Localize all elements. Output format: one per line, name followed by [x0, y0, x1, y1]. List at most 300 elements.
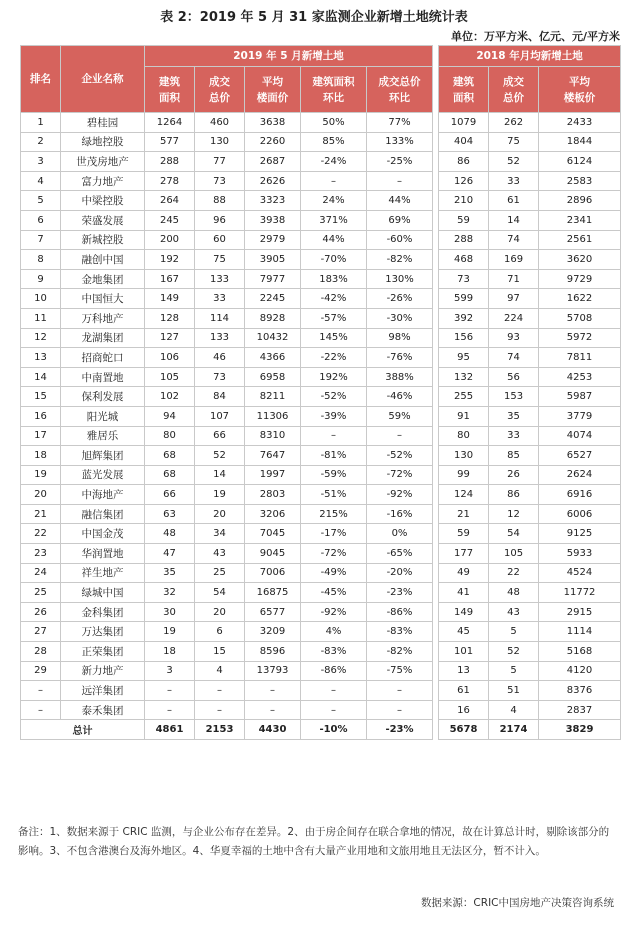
- cell-rank: 28: [21, 642, 61, 662]
- cell-price-total-2019: 33: [195, 289, 245, 309]
- cell-price-mom-2019: -20%: [367, 563, 433, 583]
- cell-area-2018: 1079: [439, 113, 489, 133]
- cell-rank: 20: [21, 485, 61, 505]
- cell-avg-price-2018: 6006: [539, 504, 621, 524]
- cell-avg-price-2018: 1844: [539, 132, 621, 152]
- cell-area-2018: 45: [439, 622, 489, 642]
- cell-avg-price-2018: 6916: [539, 485, 621, 505]
- cell-company: 金地集团: [61, 269, 145, 289]
- table-row: [21, 406, 621, 426]
- cell-price-total-2019: 14: [195, 465, 245, 485]
- cell-area-2018: 124: [439, 485, 489, 505]
- cell-area-mom-2019: 85%: [301, 132, 367, 152]
- cell-area-2018: 392: [439, 308, 489, 328]
- table-row: [21, 583, 621, 603]
- cell-avg-price-2018: 2624: [539, 465, 621, 485]
- cell-price-mom-2019: 59%: [367, 406, 433, 426]
- table-row: [21, 230, 621, 250]
- cell-rank: 17: [21, 426, 61, 446]
- table-row: [21, 446, 621, 466]
- cell-avg-price-2018: 2433: [539, 113, 621, 133]
- cell-area-2019: 3: [145, 661, 195, 681]
- cell-avg-price-2018: 2896: [539, 191, 621, 211]
- cell-area-mom-2019: 183%: [301, 269, 367, 289]
- cell-price-mom-2019: -46%: [367, 387, 433, 407]
- cell-price-mom-2019: –: [367, 700, 433, 720]
- cell-rank: 16: [21, 406, 61, 426]
- cell-avg-price-2018: 2837: [539, 700, 621, 720]
- cell-company: 世茂房地产: [61, 152, 145, 172]
- table-row: [21, 210, 621, 230]
- cell-price-mom-2019: 69%: [367, 210, 433, 230]
- cell-price-total-2018: 74: [489, 348, 539, 368]
- cell-area-2019: 30: [145, 602, 195, 622]
- cell-avg-price-2018: 9729: [539, 269, 621, 289]
- table-row: [21, 426, 621, 446]
- cell-avg-price-2019: 8596: [245, 642, 301, 662]
- cell-price-total-2018: 105: [489, 544, 539, 564]
- cell-avg-price-2019: 8928: [245, 308, 301, 328]
- cell-rank: 25: [21, 583, 61, 603]
- table-row: [21, 602, 621, 622]
- cell-area-mom-2019: -59%: [301, 465, 367, 485]
- cell-avg-price-2019: 2979: [245, 230, 301, 250]
- subheader-line: 面积: [159, 91, 180, 104]
- cell-rank: 6: [21, 210, 61, 230]
- subheader-2018-col-2: [489, 67, 539, 113]
- cell-price-total-2018: 33: [489, 171, 539, 191]
- cell-price-total-2018: 74: [489, 230, 539, 250]
- cell-avg-price-2019: 2626: [245, 171, 301, 191]
- cell-area-2019: 63: [145, 504, 195, 524]
- cell-area-2019: 68: [145, 465, 195, 485]
- cell-price-total-2019: 75: [195, 250, 245, 270]
- table-row: [21, 113, 621, 133]
- cell-price-total-2018: 169: [489, 250, 539, 270]
- cell-price-total-2019: 60: [195, 230, 245, 250]
- table-row: [21, 681, 621, 701]
- cell-avg-price-2018: 2583: [539, 171, 621, 191]
- cell-avg-price-2018: 5972: [539, 328, 621, 348]
- cell-avg-price-2018: 6527: [539, 446, 621, 466]
- cell-area-2018: 13: [439, 661, 489, 681]
- cell-price-total-2018: 5: [489, 661, 539, 681]
- subheader-line: 平均: [569, 75, 591, 88]
- cell-area-2019: 264: [145, 191, 195, 211]
- unit-label: 单位：万平方米、亿元、元/平方米: [450, 30, 620, 43]
- cell-avg-price-2018: 1622: [539, 289, 621, 309]
- cell-area-2019: 80: [145, 426, 195, 446]
- cell-area-mom-2019: -92%: [301, 602, 367, 622]
- cell-price-total-2019: 96: [195, 210, 245, 230]
- cell-price-total-2018: 51: [489, 681, 539, 701]
- subheader-2019-col-5: [367, 67, 433, 113]
- subheader-line: 楼面价: [256, 91, 289, 104]
- cell-area-mom-2019: -49%: [301, 563, 367, 583]
- cell-area-2019: 127: [145, 328, 195, 348]
- cell-company: 新城控股: [61, 230, 145, 250]
- cell-area-2018: 49: [439, 563, 489, 583]
- cell-price-total-2018: 93: [489, 328, 539, 348]
- cell-avg-price-2019: 11306: [245, 406, 301, 426]
- subheader-line: 成交总价: [378, 75, 421, 88]
- cell-area-2018: 99: [439, 465, 489, 485]
- cell-price-mom-2019: -23%: [367, 583, 433, 603]
- cell-rank: 4: [21, 171, 61, 191]
- cell-rank: 2: [21, 132, 61, 152]
- table-row: [21, 348, 621, 368]
- cell-price-mom-2019: -72%: [367, 465, 433, 485]
- cell-area-2018: 16: [439, 700, 489, 720]
- cell-company: 阳光城: [61, 406, 145, 426]
- table-row: [21, 524, 621, 544]
- subheader-line: 建筑面积: [312, 75, 355, 88]
- cell-rank: 15: [21, 387, 61, 407]
- cell-price-mom-2019: 388%: [367, 367, 433, 387]
- cell-price-mom-2019: 98%: [367, 328, 433, 348]
- cell-company: 绿城中国: [61, 583, 145, 603]
- cell-price-mom-2019: -76%: [367, 348, 433, 368]
- total-cell: 2153: [195, 720, 245, 740]
- data-source: 数据来源：CRIC中国房地产决策咨询系统: [420, 897, 614, 909]
- cell-rank: 26: [21, 602, 61, 622]
- cell-price-total-2019: 66: [195, 426, 245, 446]
- cell-avg-price-2019: –: [245, 700, 301, 720]
- cell-avg-price-2019: 6577: [245, 602, 301, 622]
- cell-rank: 7: [21, 230, 61, 250]
- cell-avg-price-2018: 9125: [539, 524, 621, 544]
- cell-rank: 13: [21, 348, 61, 368]
- cell-price-mom-2019: –: [367, 681, 433, 701]
- cell-area-2018: 468: [439, 250, 489, 270]
- cell-price-total-2018: 4: [489, 700, 539, 720]
- subheader-2018-col-3: [539, 67, 621, 113]
- cell-avg-price-2019: 13793: [245, 661, 301, 681]
- cell-area-mom-2019: -81%: [301, 446, 367, 466]
- cell-avg-price-2019: 8310: [245, 426, 301, 446]
- cell-area-2018: 255: [439, 387, 489, 407]
- cell-avg-price-2019: 7006: [245, 563, 301, 583]
- cell-price-mom-2019: 77%: [367, 113, 433, 133]
- cell-price-mom-2019: -83%: [367, 622, 433, 642]
- cell-avg-price-2018: 4253: [539, 367, 621, 387]
- cell-rank: –: [21, 681, 61, 701]
- cell-area-2018: 80: [439, 426, 489, 446]
- header-group-2018: 2018 年月均新增土地: [439, 46, 621, 67]
- cell-rank: 27: [21, 622, 61, 642]
- subheader-line: 总价: [209, 91, 230, 104]
- cell-area-2019: 48: [145, 524, 195, 544]
- cell-price-total-2019: 54: [195, 583, 245, 603]
- cell-price-mom-2019: 44%: [367, 191, 433, 211]
- cell-price-total-2019: 6: [195, 622, 245, 642]
- cell-rank: 22: [21, 524, 61, 544]
- cell-company: 远洋集团: [61, 681, 145, 701]
- cell-avg-price-2019: –: [245, 681, 301, 701]
- cell-area-2018: 59: [439, 210, 489, 230]
- table-row: [21, 700, 621, 720]
- cell-area-mom-2019: 24%: [301, 191, 367, 211]
- cell-avg-price-2018: 5708: [539, 308, 621, 328]
- cell-price-mom-2019: 133%: [367, 132, 433, 152]
- cell-price-mom-2019: -16%: [367, 504, 433, 524]
- land-statistics-table: [20, 45, 621, 740]
- cell-area-mom-2019: –: [301, 700, 367, 720]
- cell-rank: 9: [21, 269, 61, 289]
- total-cell: 3829: [539, 720, 621, 740]
- cell-price-total-2019: 20: [195, 504, 245, 524]
- subheader-line: 平均: [262, 75, 283, 88]
- cell-area-mom-2019: -51%: [301, 485, 367, 505]
- cell-company: 正荣集团: [61, 642, 145, 662]
- table-row: [21, 191, 621, 211]
- cell-area-2018: 130: [439, 446, 489, 466]
- total-cell: 4861: [145, 720, 195, 740]
- cell-price-total-2019: 77: [195, 152, 245, 172]
- cell-area-2019: 1264: [145, 113, 195, 133]
- cell-company: 雅居乐: [61, 426, 145, 446]
- cell-price-total-2019: –: [195, 700, 245, 720]
- cell-area-2019: 66: [145, 485, 195, 505]
- cell-price-total-2018: 61: [489, 191, 539, 211]
- cell-price-mom-2019: -82%: [367, 250, 433, 270]
- subheader-2018-col-1: [439, 67, 489, 113]
- subheader-line: 环比: [389, 91, 410, 104]
- cell-avg-price-2019: 3323: [245, 191, 301, 211]
- cell-company: 万达集团: [61, 622, 145, 642]
- cell-price-total-2018: 33: [489, 426, 539, 446]
- cell-price-total-2019: 46: [195, 348, 245, 368]
- cell-price-total-2019: 43: [195, 544, 245, 564]
- cell-price-total-2019: 20: [195, 602, 245, 622]
- cell-rank: 21: [21, 504, 61, 524]
- cell-area-2019: –: [145, 681, 195, 701]
- cell-company: 金科集团: [61, 602, 145, 622]
- cell-price-total-2018: 22: [489, 563, 539, 583]
- cell-rank: 24: [21, 563, 61, 583]
- cell-area-mom-2019: -17%: [301, 524, 367, 544]
- cell-avg-price-2019: 8211: [245, 387, 301, 407]
- table-row: [21, 563, 621, 583]
- subheader-2019-col-1: [145, 67, 195, 113]
- cell-price-total-2018: 153: [489, 387, 539, 407]
- cell-price-mom-2019: 130%: [367, 269, 433, 289]
- cell-avg-price-2018: 3620: [539, 250, 621, 270]
- cell-price-total-2019: 15: [195, 642, 245, 662]
- cell-price-total-2019: 133: [195, 269, 245, 289]
- cell-rank: 18: [21, 446, 61, 466]
- cell-avg-price-2019: 2803: [245, 485, 301, 505]
- cell-rank: 23: [21, 544, 61, 564]
- cell-avg-price-2018: 3779: [539, 406, 621, 426]
- cell-price-total-2018: 224: [489, 308, 539, 328]
- total-cell: -10%: [301, 720, 367, 740]
- cell-avg-price-2018: 2561: [539, 230, 621, 250]
- table-row: [21, 465, 621, 485]
- subheader-line: 建筑: [453, 75, 475, 88]
- cell-avg-price-2018: 5933: [539, 544, 621, 564]
- cell-avg-price-2018: 4120: [539, 661, 621, 681]
- cell-price-total-2018: 71: [489, 269, 539, 289]
- cell-area-mom-2019: 192%: [301, 367, 367, 387]
- cell-area-2018: 177: [439, 544, 489, 564]
- cell-avg-price-2019: 2687: [245, 152, 301, 172]
- cell-company: 中海地产: [61, 485, 145, 505]
- cell-avg-price-2018: 4074: [539, 426, 621, 446]
- cell-price-mom-2019: -30%: [367, 308, 433, 328]
- cell-area-mom-2019: 50%: [301, 113, 367, 133]
- cell-avg-price-2019: 7647: [245, 446, 301, 466]
- cell-company: 万科地产: [61, 308, 145, 328]
- cell-area-2019: 167: [145, 269, 195, 289]
- cell-avg-price-2018: 11772: [539, 583, 621, 603]
- cell-rank: 19: [21, 465, 61, 485]
- cell-avg-price-2019: 3206: [245, 504, 301, 524]
- cell-price-mom-2019: -82%: [367, 642, 433, 662]
- cell-price-total-2018: 56: [489, 367, 539, 387]
- cell-area-mom-2019: -42%: [301, 289, 367, 309]
- table-row: [21, 661, 621, 681]
- cell-price-total-2019: 73: [195, 171, 245, 191]
- table-row: [21, 642, 621, 662]
- cell-area-2018: 132: [439, 367, 489, 387]
- cell-company: 龙湖集团: [61, 328, 145, 348]
- cell-avg-price-2018: 2915: [539, 602, 621, 622]
- subheader-2019-col-4: [301, 67, 367, 113]
- cell-area-2019: 18: [145, 642, 195, 662]
- cell-price-total-2018: 43: [489, 602, 539, 622]
- cell-price-mom-2019: -92%: [367, 485, 433, 505]
- cell-price-total-2019: 25: [195, 563, 245, 583]
- cell-price-total-2018: 14: [489, 210, 539, 230]
- cell-area-2019: –: [145, 700, 195, 720]
- cell-price-total-2019: 114: [195, 308, 245, 328]
- cell-area-2018: 156: [439, 328, 489, 348]
- cell-company: 保利发展: [61, 387, 145, 407]
- cell-avg-price-2019: 3638: [245, 113, 301, 133]
- table-row: [21, 328, 621, 348]
- cell-area-mom-2019: -72%: [301, 544, 367, 564]
- cell-area-mom-2019: -70%: [301, 250, 367, 270]
- cell-rank: 10: [21, 289, 61, 309]
- cell-rank: 29: [21, 661, 61, 681]
- cell-avg-price-2018: 5987: [539, 387, 621, 407]
- cell-price-total-2018: 86: [489, 485, 539, 505]
- cell-area-2019: 105: [145, 367, 195, 387]
- cell-rank: 1: [21, 113, 61, 133]
- subheader-line: 成交: [503, 75, 525, 88]
- total-label: 总计: [21, 720, 145, 740]
- cell-avg-price-2019: 6958: [245, 367, 301, 387]
- cell-price-total-2019: 52: [195, 446, 245, 466]
- cell-price-total-2018: 85: [489, 446, 539, 466]
- cell-area-2019: 278: [145, 171, 195, 191]
- cell-price-total-2018: 262: [489, 113, 539, 133]
- cell-company: 融信集团: [61, 504, 145, 524]
- cell-area-mom-2019: –: [301, 426, 367, 446]
- cell-area-mom-2019: –: [301, 681, 367, 701]
- cell-area-2018: 61: [439, 681, 489, 701]
- cell-avg-price-2019: 1997: [245, 465, 301, 485]
- table-row: [21, 504, 621, 524]
- cell-area-2019: 19: [145, 622, 195, 642]
- subheader-line: 总价: [503, 91, 525, 104]
- cell-area-2019: 47: [145, 544, 195, 564]
- table-row: [21, 132, 621, 152]
- cell-rank: 8: [21, 250, 61, 270]
- cell-area-mom-2019: -39%: [301, 406, 367, 426]
- cell-company: 融创中国: [61, 250, 145, 270]
- cell-avg-price-2018: 1114: [539, 622, 621, 642]
- cell-avg-price-2018: 7811: [539, 348, 621, 368]
- cell-price-total-2018: 75: [489, 132, 539, 152]
- cell-price-mom-2019: -26%: [367, 289, 433, 309]
- cell-price-total-2018: 52: [489, 642, 539, 662]
- cell-avg-price-2018: 6124: [539, 152, 621, 172]
- cell-area-2018: 126: [439, 171, 489, 191]
- cell-price-total-2019: 84: [195, 387, 245, 407]
- cell-company: 新力地产: [61, 661, 145, 681]
- cell-price-mom-2019: -86%: [367, 602, 433, 622]
- subheader-2019-col-2: [195, 67, 245, 113]
- total-row: [21, 720, 621, 740]
- cell-avg-price-2019: 3209: [245, 622, 301, 642]
- cell-area-mom-2019: -86%: [301, 661, 367, 681]
- cell-price-total-2019: 73: [195, 367, 245, 387]
- cell-avg-price-2019: 2260: [245, 132, 301, 152]
- cell-avg-price-2018: 8376: [539, 681, 621, 701]
- cell-avg-price-2018: 5168: [539, 642, 621, 662]
- cell-price-total-2019: 460: [195, 113, 245, 133]
- cell-area-2018: 41: [439, 583, 489, 603]
- subheader-line: 环比: [323, 91, 344, 104]
- cell-area-2018: 210: [439, 191, 489, 211]
- total-cell: -23%: [367, 720, 433, 740]
- cell-price-total-2018: 52: [489, 152, 539, 172]
- cell-avg-price-2019: 2245: [245, 289, 301, 309]
- cell-price-total-2018: 35: [489, 406, 539, 426]
- cell-price-total-2019: 130: [195, 132, 245, 152]
- cell-company: 富力地产: [61, 171, 145, 191]
- cell-company: 绿地控股: [61, 132, 145, 152]
- cell-avg-price-2019: 4366: [245, 348, 301, 368]
- table-row: [21, 152, 621, 172]
- cell-price-total-2019: 107: [195, 406, 245, 426]
- cell-price-total-2018: 12: [489, 504, 539, 524]
- total-cell: 2174: [489, 720, 539, 740]
- cell-rank: 5: [21, 191, 61, 211]
- cell-company: 中国金茂: [61, 524, 145, 544]
- table-row: [21, 367, 621, 387]
- cell-price-mom-2019: -25%: [367, 152, 433, 172]
- cell-price-total-2018: 26: [489, 465, 539, 485]
- cell-area-2018: 86: [439, 152, 489, 172]
- cell-area-2019: 245: [145, 210, 195, 230]
- cell-price-total-2018: 97: [489, 289, 539, 309]
- cell-area-2019: 102: [145, 387, 195, 407]
- cell-company: 中南置地: [61, 367, 145, 387]
- table-row: [21, 250, 621, 270]
- cell-area-mom-2019: 4%: [301, 622, 367, 642]
- table-body: [21, 113, 621, 740]
- cell-avg-price-2019: 10432: [245, 328, 301, 348]
- table-row: [21, 387, 621, 407]
- cell-price-mom-2019: -52%: [367, 446, 433, 466]
- cell-rank: 12: [21, 328, 61, 348]
- cell-area-2019: 106: [145, 348, 195, 368]
- cell-area-2018: 149: [439, 602, 489, 622]
- cell-area-2019: 68: [145, 446, 195, 466]
